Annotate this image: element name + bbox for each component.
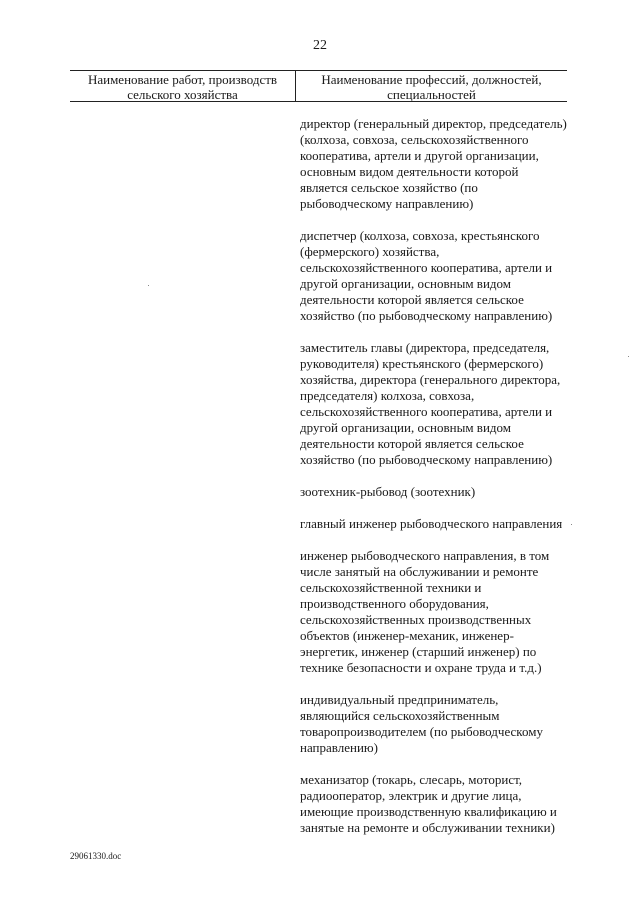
professions-column [300,116,568,852]
profession-entry: инженер рыбоводческого направления, в том числе занятый на обслуживании и ремонте сельскохозяйственной техники и производственного оборудования, сельскохозяйственных производственных объектов (инженер-механик, инженер-энергетик, инженер (старший инженер) по технике безопасности и охране труда и т.д.) [300,548,550,675]
profession-entry: зоотехник-рыбовод (зоотехник) [300,484,476,499]
header-works: Наименование работ, производств сельского хозяйства [87,72,278,102]
scan-speck [628,356,629,357]
header-professions: Наименование профессий, должностей, специальностей [321,72,542,102]
profession-entry: директор (генеральный директор, председатель) (колхоза, совхоза, сельскохозяйственного кооператива, артели и другой организации, основным видом деятельности которой является сельское хозяйство (по рыбоводческому направлению) [300,116,567,211]
profession-entry: механизатор (токарь, слесарь, моторист, радиооператор, электрик и другие лица, имеющие производственную квалификацию и занятые на ремонте и обслуживании техники) [300,772,557,835]
profession-entry: диспетчер (колхоза, совхоза, крестьянского (фермерского) хозяйства, сельскохозяйственного кооператива, артели и другой организации, основным видом деятельности которой является сельское хозяйство (по рыбоводческому направлению) [300,228,553,323]
scan-speck [148,285,149,286]
scan-speck [571,524,572,525]
page-number: 22 [313,38,327,53]
profession-entry: заместитель главы (директора, председателя, руководителя) крестьянского (фермерского) хозяйства, директора (генерального директора, председателя) колхоза, совхоза, сельскохозяйственного кооператива, артели и другой организации, основным видом деятельности которой является сельское хозяйство (по рыбоводческому направлению) [300,340,561,467]
footer-filename: 29061330.doc [70,851,122,861]
table-top-rule [70,70,567,71]
profession-entry: главный инженер рыбоводческого направления [300,516,563,531]
profession-entry: индивидуальный предприниматель, являющийся сельскохозяйственным товаропроизводителем (по рыбоводческому направлению) [300,692,543,755]
